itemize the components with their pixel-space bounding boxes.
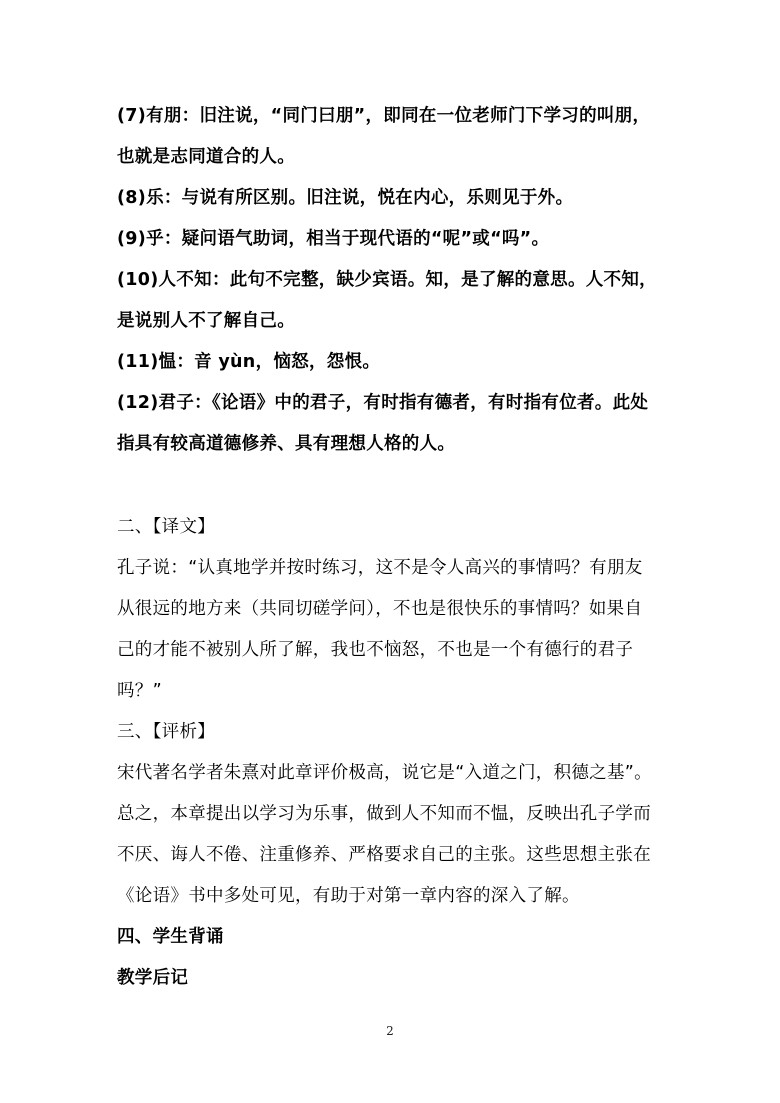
- analysis-line-2: 总之，本章提出以学习为乐事，做到人不知而不愠，反映出孔子学而: [117, 804, 651, 824]
- recitation-heading: 四、学生背诵: [117, 927, 224, 947]
- note-12-line-1: (12)君子：《论语》中的君子，有时指有德者，有时指有位者。此处: [117, 393, 649, 413]
- note-11: (11)愠：音 yùn，恼怒，怨恨。: [117, 352, 381, 372]
- analysis-line-1: 宋代著名学者朱熹对此章评价极高，说它是“入道之门，积德之基”。: [117, 763, 652, 783]
- analysis-heading: 三、【评析】: [117, 722, 216, 742]
- translation-line-3: 己的才能不被别人所了解，我也不恼怒，不也是一个有德行的君子: [117, 640, 634, 660]
- translation-line-2: 从很远的地方来（共同切磋学问），不也是很快乐的事情吗？如果自: [117, 599, 643, 619]
- translation-line-4: 吗？”: [117, 681, 162, 701]
- page-number: 2: [386, 1024, 394, 1038]
- translation-line-1: 孔子说：“认真地学并按时练习，这不是令人高兴的事情吗？有朋友: [117, 558, 643, 578]
- note-10-line-2: 是说别人不了解自己。: [117, 311, 295, 331]
- analysis-line-4: 《论语》书中多处可见，有助于对第一章内容的深入了解。: [117, 886, 580, 906]
- note-7-line-1: (7)有朋：旧注说，“同门曰朋”，即同在一位老师门下学习的叫朋，: [117, 106, 651, 126]
- note-7-line-2: 也就是志同道合的人。: [117, 147, 295, 167]
- translation-heading: 二、【译文】: [117, 517, 216, 537]
- note-8: (8)乐：与说有所区别。旧注说，悦在内心，乐则见于外。: [117, 188, 574, 208]
- postscript-heading: 教学后记: [117, 968, 189, 988]
- note-9: (9)乎：疑问语气助词，相当于现代语的“呢”或“吗”。: [117, 229, 550, 249]
- note-12-line-2: 指具有较高道德修养、具有理想人格的人。: [117, 434, 456, 454]
- note-10-line-1: (10)人不知：此句不完整，缺少宾语。知，是了解的意思。人不知，: [117, 270, 657, 290]
- analysis-line-3: 不厌、诲人不倦、注重修养、严格要求自己的主张。这些思想主张在: [117, 845, 651, 865]
